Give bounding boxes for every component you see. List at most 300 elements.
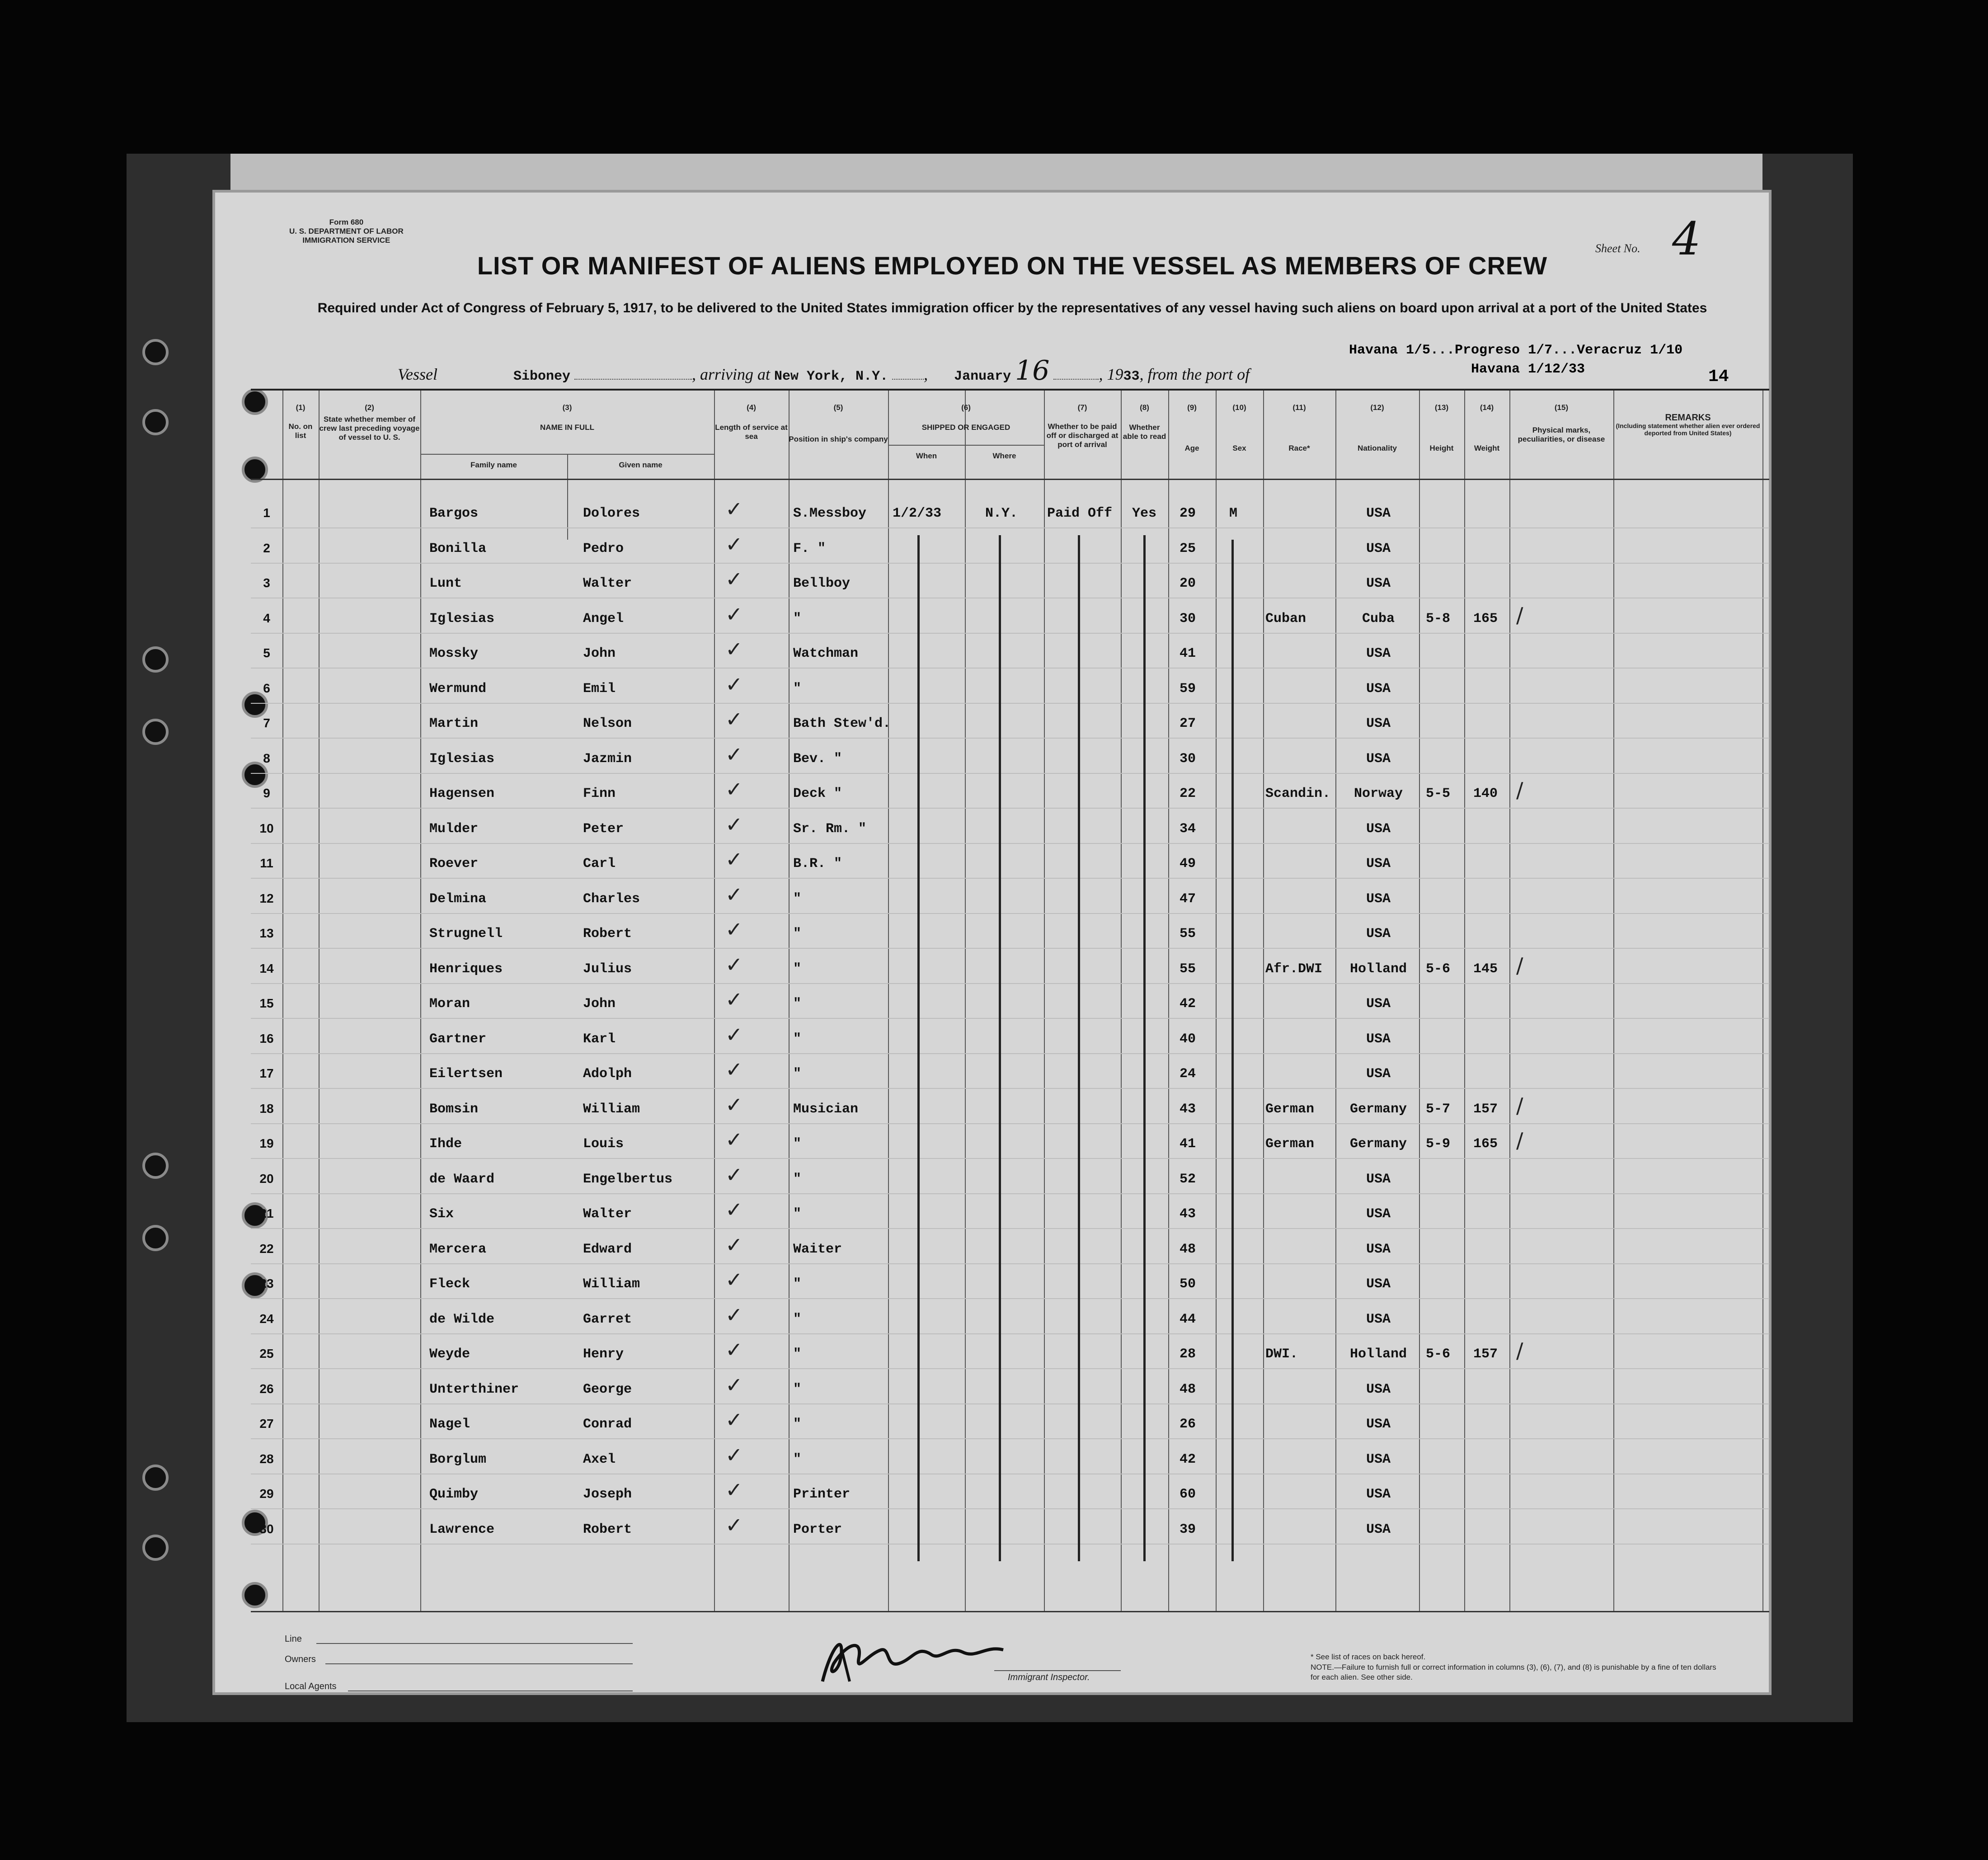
year-prefix: 19 (1107, 365, 1123, 383)
nationality-cell: USA (1366, 1451, 1391, 1467)
race-cell: DWI. (1265, 1347, 1298, 1362)
position-cell: " (793, 1206, 802, 1222)
able-to-read-cell: Yes (1132, 506, 1157, 521)
col8-header: Whether able to read (1123, 423, 1166, 441)
given-name-cell: Nelson (583, 716, 632, 731)
position-cell: " (793, 1066, 802, 1082)
col5-header: Position in ship's company (789, 435, 888, 443)
given-name-cell: Robert (583, 926, 632, 942)
given-name-cell: Adolph (583, 1066, 632, 1082)
race-cell: Cuban (1265, 611, 1307, 626)
given-name-cell: Angel (583, 611, 624, 626)
nationality-cell: Norway (1354, 786, 1403, 801)
given-name-cell: Emil (583, 681, 616, 697)
check-mark-icon: ✓ (725, 917, 743, 942)
check-mark-icon: ✓ (725, 1337, 743, 1362)
family-name-cell: de Waard (429, 1171, 495, 1187)
page-number: 14 (1708, 367, 1729, 386)
row-number-cell: 23 (259, 1276, 274, 1290)
family-name-cell: Eilertsen (429, 1066, 503, 1082)
age-cell: 60 (1180, 1487, 1196, 1502)
given-name-cell: William (583, 1276, 640, 1292)
check-mark-icon: ✓ (725, 1092, 743, 1117)
row-number-cell: 16 (259, 1031, 274, 1045)
given-name-cell: Carl (583, 856, 616, 871)
family-name-cell: Iglesias (429, 611, 495, 626)
position-cell: " (793, 1136, 802, 1152)
weight-cell: 157 (1473, 1347, 1498, 1362)
row-number-cell: 4 (263, 611, 270, 625)
given-name-cell: Walter (583, 576, 632, 591)
col12-number: (12) (1370, 403, 1384, 412)
age-cell: 49 (1180, 856, 1196, 871)
check-mark-icon: ✓ (725, 1232, 743, 1257)
remarks-header: REMARKS (1665, 413, 1711, 423)
check-mark-icon: ✓ (725, 1442, 743, 1467)
family-name-cell: Bonilla (429, 541, 487, 556)
row-number-cell: 21 (259, 1206, 274, 1220)
row-number-cell: 1 (263, 506, 270, 520)
age-cell: 59 (1180, 681, 1196, 697)
nationality-cell: USA (1366, 716, 1391, 731)
nationality-cell: USA (1366, 926, 1391, 942)
col14-header: Weight (1474, 444, 1500, 452)
height-cell: 5-8 (1426, 611, 1451, 626)
col14-number: (14) (1480, 403, 1494, 412)
slash-mark-icon: / (1516, 1128, 1523, 1153)
binder-hole (142, 339, 169, 365)
age-cell: 42 (1180, 1451, 1196, 1467)
age-cell: 29 (1180, 506, 1196, 521)
slash-mark-icon: / (1516, 1093, 1523, 1118)
crew-table (251, 389, 1769, 1612)
check-mark-icon: ✓ (725, 1057, 743, 1082)
col13-number: (13) (1434, 403, 1449, 412)
nationality-cell: USA (1366, 681, 1391, 697)
family-name-cell: Gartner (429, 1031, 487, 1047)
family-name-cell: Lawrence (429, 1521, 495, 1537)
vessel-name: Siboney (513, 369, 571, 384)
department-name: U. S. DEPARTMENT OF LABOR (289, 227, 404, 235)
nationality-cell: USA (1366, 1417, 1391, 1432)
binder-hole (142, 1153, 169, 1179)
weight-cell: 157 (1473, 1101, 1498, 1117)
col10-header: Sex (1232, 444, 1246, 452)
shipped-where-cell: N.Y. (985, 506, 1018, 521)
age-cell: 52 (1180, 1171, 1196, 1187)
family-name-cell: Fleck (429, 1276, 470, 1292)
ditto-line-when (917, 535, 920, 1561)
form-identifier (289, 218, 404, 245)
position-cell: F. " (793, 541, 826, 556)
sheet-number-value: 4 (1672, 212, 1701, 265)
given-name-cell: Jazmin (583, 751, 632, 767)
age-cell: 20 (1180, 576, 1196, 591)
family-name-cell: Quimby (429, 1487, 479, 1502)
family-name-cell: Roever (429, 856, 479, 871)
position-cell: " (793, 1171, 802, 1187)
row-number-cell: 8 (263, 751, 270, 765)
given-name-cell: Louis (583, 1136, 624, 1152)
col15-number: (15) (1554, 403, 1569, 412)
race-cell: German (1265, 1101, 1315, 1117)
position-cell: " (793, 1417, 802, 1432)
family-name-cell: Six (429, 1206, 454, 1222)
col6-header: SHIPPED OR ENGAGED (921, 423, 1010, 432)
weight-cell: 140 (1473, 786, 1498, 801)
nationality-cell: USA (1366, 1066, 1391, 1082)
age-cell: 30 (1180, 751, 1196, 767)
age-cell: 44 (1180, 1311, 1196, 1327)
check-mark-icon: ✓ (725, 1512, 743, 1537)
nationality-cell: Cuba (1362, 611, 1395, 626)
height-cell: 5-6 (1426, 1347, 1451, 1362)
col3-number: (3) (562, 403, 572, 412)
position-cell: " (793, 961, 802, 977)
binder-hole (142, 1464, 169, 1491)
slash-mark-icon: / (1516, 603, 1523, 627)
position-cell: " (793, 1276, 802, 1292)
slash-mark-icon: / (1516, 1338, 1523, 1363)
col7-header: Whether to be paid off or discharged at port of arrival (1046, 422, 1119, 449)
age-cell: 55 (1180, 961, 1196, 977)
check-mark-icon: ✓ (725, 742, 743, 767)
row-number-cell: 12 (259, 891, 274, 905)
age-cell: 34 (1180, 821, 1196, 837)
family-name-cell: Unterthiner (429, 1381, 519, 1397)
age-cell: 25 (1180, 541, 1196, 556)
row-number-cell: 17 (259, 1066, 274, 1080)
row-number-cell: 18 (259, 1101, 274, 1116)
check-mark-icon: ✓ (725, 497, 743, 521)
given-name-cell: George (583, 1381, 632, 1397)
row-number-cell: 19 (259, 1136, 274, 1150)
position-cell: " (793, 1311, 802, 1327)
age-cell: 26 (1180, 1417, 1196, 1432)
weight-cell: 145 (1473, 961, 1498, 977)
check-mark-icon: ✓ (725, 602, 743, 626)
inspector-signature (813, 1618, 1030, 1690)
family-name-cell: Bomsin (429, 1101, 479, 1117)
check-mark-icon: ✓ (725, 987, 743, 1012)
immigrant-inspector-label: Immigrant Inspector. (1008, 1672, 1090, 1682)
col6-number: (6) (961, 403, 971, 412)
race-cell: German (1265, 1136, 1315, 1152)
nationality-cell: USA (1366, 1276, 1391, 1292)
given-name-cell: Axel (583, 1451, 616, 1467)
family-name-cell: Mossky (429, 646, 479, 661)
age-cell: 43 (1180, 1101, 1196, 1117)
position-cell: " (793, 926, 802, 942)
check-mark-icon: ✓ (725, 567, 743, 591)
arriving-label: arriving at (700, 365, 771, 383)
row-number-cell: 15 (259, 996, 274, 1010)
row-number-cell: 22 (259, 1241, 274, 1256)
family-name-cell: Ihde (429, 1136, 462, 1152)
row-number-cell: 20 (259, 1171, 274, 1186)
family-name-cell: Moran (429, 996, 470, 1012)
nationality-cell: USA (1366, 996, 1391, 1012)
age-cell: 43 (1180, 1206, 1196, 1222)
col2-header: State whether member of crew last preceding voyage of vessel to U. S. (319, 415, 420, 442)
vessel-line: Vessel Siboney , arriving at New York, N.Y. , January 16 , 1933, from the port of (398, 355, 1250, 386)
form-number: Form 680 (329, 218, 364, 226)
check-mark-icon: ✓ (725, 1127, 743, 1152)
ditto-line-paid-off (1078, 535, 1080, 1561)
check-mark-icon: ✓ (725, 882, 743, 907)
paid-off-cell: Paid Off (1047, 506, 1113, 521)
age-cell: 42 (1180, 996, 1196, 1012)
col1-number: (1) (296, 403, 305, 412)
row-number-cell: 26 (259, 1381, 274, 1396)
nationality-cell: USA (1366, 1241, 1391, 1257)
nationality-cell: USA (1366, 1171, 1391, 1187)
given-name-cell: John (583, 646, 616, 661)
position-cell: Deck " (793, 786, 842, 801)
col3b-header: Given name (619, 461, 663, 469)
given-name-cell: John (583, 996, 616, 1012)
slash-mark-icon: / (1516, 953, 1523, 978)
age-cell: 48 (1180, 1381, 1196, 1397)
position-cell: Musician (793, 1101, 859, 1117)
row-number-cell: 3 (263, 576, 270, 590)
row-number-cell: 2 (263, 541, 270, 555)
col10-number: (10) (1232, 403, 1246, 412)
col6b-header: Where (992, 452, 1016, 460)
age-cell: 28 (1180, 1347, 1196, 1362)
given-name-cell: Joseph (583, 1487, 632, 1502)
position-cell: Bellboy (793, 576, 851, 591)
ports-line-1: Havana 1/5...Progreso 1/7...Veracruz 1/10 (1349, 343, 1683, 358)
given-name-cell: Charles (583, 891, 640, 907)
races-note: * See list of races on back hereof. (1311, 1653, 1426, 1661)
position-cell: Bev. " (793, 751, 842, 767)
col6a-header: When (916, 452, 937, 460)
arrival-day: 16 (1015, 355, 1050, 386)
family-name-cell: Nagel (429, 1417, 470, 1432)
nationality-cell: USA (1366, 1521, 1391, 1537)
check-mark-icon: ✓ (725, 637, 743, 661)
nationality-cell: USA (1366, 1311, 1391, 1327)
row-number-cell: 25 (259, 1347, 274, 1361)
nationality-cell: USA (1366, 1487, 1391, 1502)
age-cell: 41 (1180, 1136, 1196, 1152)
age-cell: 22 (1180, 786, 1196, 801)
family-name-cell: Henriques (429, 961, 503, 977)
given-name-cell: Conrad (583, 1417, 632, 1432)
row-number-cell: 24 (259, 1311, 274, 1326)
row-number-cell: 28 (259, 1451, 274, 1466)
year-suffix: 33 (1123, 369, 1140, 384)
check-mark-icon: ✓ (725, 1302, 743, 1327)
family-name-cell: Iglesias (429, 751, 495, 767)
col5-number: (5) (833, 403, 843, 412)
row-number-cell: 6 (263, 681, 270, 695)
row-number-cell: 30 (259, 1521, 274, 1536)
sex-cell: M (1229, 506, 1238, 521)
binder-hole (142, 409, 169, 435)
nationality-cell: USA (1366, 541, 1391, 556)
nationality-cell: Germany (1349, 1136, 1407, 1152)
binder-hole (142, 719, 169, 745)
given-name-cell: William (583, 1101, 640, 1117)
from-port-label: from the port of (1147, 365, 1250, 383)
ditto-line-sex (1231, 540, 1234, 1561)
given-name-cell: Garret (583, 1311, 632, 1327)
age-cell: 40 (1180, 1031, 1196, 1047)
vessel-label: Vessel (398, 365, 437, 383)
check-mark-icon: ✓ (725, 812, 743, 837)
position-cell: " (793, 996, 802, 1012)
family-name-cell: Mercera (429, 1241, 487, 1257)
col4-number: (4) (747, 403, 756, 412)
age-cell: 39 (1180, 1521, 1196, 1537)
nationality-cell: Holland (1349, 1347, 1407, 1362)
position-cell: Waiter (793, 1241, 842, 1257)
line-label: Line (285, 1634, 302, 1644)
nationality-cell: USA (1366, 821, 1391, 837)
nationality-cell: USA (1366, 891, 1391, 907)
position-cell: " (793, 681, 802, 697)
col15-header: Physical marks, peculiarities, or disease (1518, 426, 1605, 443)
position-cell: Sr. Rm. " (793, 821, 867, 837)
given-name-cell: Dolores (583, 506, 640, 521)
nationality-cell: USA (1366, 506, 1391, 521)
check-mark-icon: ✓ (725, 1162, 743, 1187)
sheet-number-label: Sheet No. (1595, 242, 1640, 255)
given-name-cell: Walter (583, 1206, 632, 1222)
given-name-cell: Pedro (583, 541, 624, 556)
col2-number: (2) (365, 403, 374, 412)
row-number-cell: 27 (259, 1417, 274, 1431)
check-mark-icon: ✓ (725, 1197, 743, 1222)
arriving-port: New York, N.Y. (774, 369, 888, 384)
binder-hole (142, 1225, 169, 1251)
family-name-cell: de Wilde (429, 1311, 495, 1327)
nationality-cell: USA (1366, 856, 1391, 871)
check-mark-icon: ✓ (725, 1372, 743, 1397)
document-subtitle: Required under Act of Congress of February 5, 1917, to be delivered to the United States immigration officer by the representatives of any vessel having such aliens on board upon arrival at a port of the United States (317, 301, 1707, 315)
owners-label: Owners (285, 1654, 316, 1664)
given-name-cell: Edward (583, 1241, 632, 1257)
family-name-cell: Weyde (429, 1347, 470, 1362)
shipped-when-cell: 1/2/33 (893, 506, 942, 521)
row-number-cell: 9 (263, 786, 270, 800)
position-cell: " (793, 1381, 802, 1397)
service-name: IMMIGRATION SERVICE (302, 236, 390, 245)
family-name-cell: Wermund (429, 681, 487, 697)
col11-number: (11) (1292, 403, 1306, 412)
family-name-cell: Lunt (429, 576, 462, 591)
family-name-cell: Mulder (429, 821, 479, 837)
slash-mark-icon: / (1516, 778, 1523, 802)
age-cell: 47 (1180, 891, 1196, 907)
height-cell: 5-7 (1426, 1101, 1451, 1117)
ditto-line-read (1143, 535, 1146, 1561)
row-number-cell: 7 (263, 716, 270, 730)
col1-header: No. on list (288, 422, 313, 440)
given-name-cell: Henry (583, 1347, 624, 1362)
height-cell: 5-9 (1426, 1136, 1451, 1152)
local-agents-label: Local Agents (285, 1681, 337, 1691)
row-number-cell: 14 (259, 961, 274, 975)
row-number-cell: 11 (260, 856, 273, 870)
height-cell: 5-5 (1426, 786, 1451, 801)
check-mark-icon: ✓ (725, 672, 743, 697)
family-name-cell: Borglum (429, 1451, 487, 1467)
col4-header: Length of service at sea (715, 423, 788, 441)
age-cell: 55 (1180, 926, 1196, 942)
age-cell: 50 (1180, 1276, 1196, 1292)
weight-cell: 165 (1473, 1136, 1498, 1152)
remarks-subheader: (Including statement whether alien ever ordered deported from United States) (1616, 422, 1760, 437)
row-number-cell: 5 (263, 646, 270, 660)
age-cell: 41 (1180, 646, 1196, 661)
age-cell: 30 (1180, 611, 1196, 626)
col7-number: (7) (1077, 403, 1087, 412)
col9-number: (9) (1187, 403, 1197, 412)
row-number-cell: 10 (259, 821, 274, 835)
nationality-cell: USA (1366, 576, 1391, 591)
arrival-month: January (954, 369, 1011, 384)
position-cell: B.R. " (793, 856, 842, 871)
document-title: LIST OR MANIFEST OF ALIENS EMPLOYED ON THE VESSEL AS MEMBERS OF CREW (477, 251, 1548, 280)
binder-hole (142, 1535, 169, 1561)
position-cell: " (793, 1031, 802, 1047)
position-cell: Printer (793, 1487, 851, 1502)
col11-header: Race* (1288, 444, 1310, 452)
position-cell: " (793, 891, 802, 907)
row-number-cell: 13 (259, 926, 274, 940)
nationality-cell: USA (1366, 1381, 1391, 1397)
binder-hole (142, 646, 169, 673)
given-name-cell: Finn (583, 786, 616, 801)
check-mark-icon: ✓ (725, 532, 743, 556)
check-mark-icon: ✓ (725, 1022, 743, 1047)
col9-header: Age (1184, 444, 1199, 452)
family-name-cell: Strugnell (429, 926, 503, 942)
col13-header: Height (1429, 444, 1454, 452)
ditto-line-where (999, 535, 1001, 1561)
col8-number: (8) (1140, 403, 1149, 412)
col12-header: Nationality (1358, 444, 1397, 452)
family-name-cell: Bargos (429, 506, 479, 521)
nationality-cell: USA (1366, 1031, 1391, 1047)
given-name-cell: Karl (583, 1031, 616, 1047)
nationality-cell: USA (1366, 1206, 1391, 1222)
height-cell: 5-6 (1426, 961, 1451, 977)
ports-line-2: Havana 1/12/33 (1471, 362, 1585, 377)
nationality-cell: USA (1366, 646, 1391, 661)
row-number-cell: 29 (259, 1487, 274, 1501)
age-cell: 48 (1180, 1241, 1196, 1257)
nationality-cell: Holland (1349, 961, 1407, 977)
family-name-cell: Hagensen (429, 786, 495, 801)
check-mark-icon: ✓ (725, 847, 743, 871)
check-mark-icon: ✓ (725, 1408, 743, 1432)
position-cell: " (793, 611, 802, 626)
check-mark-icon: ✓ (725, 1478, 743, 1502)
family-name-cell: Delmina (429, 891, 487, 907)
check-mark-icon: ✓ (725, 777, 743, 801)
age-cell: 27 (1180, 716, 1196, 731)
position-cell: " (793, 1451, 802, 1467)
position-cell: Bath Stew'd. (793, 716, 891, 731)
position-cell: Watchman (793, 646, 859, 661)
check-mark-icon: ✓ (725, 1267, 743, 1292)
penalty-note: NOTE.—Failure to furnish full or correct information in columns (3), (6), (7), and (8) is punishable by a fine of ten dollars for each alien. See other side. (1311, 1663, 1716, 1681)
position-cell: Porter (793, 1521, 842, 1537)
